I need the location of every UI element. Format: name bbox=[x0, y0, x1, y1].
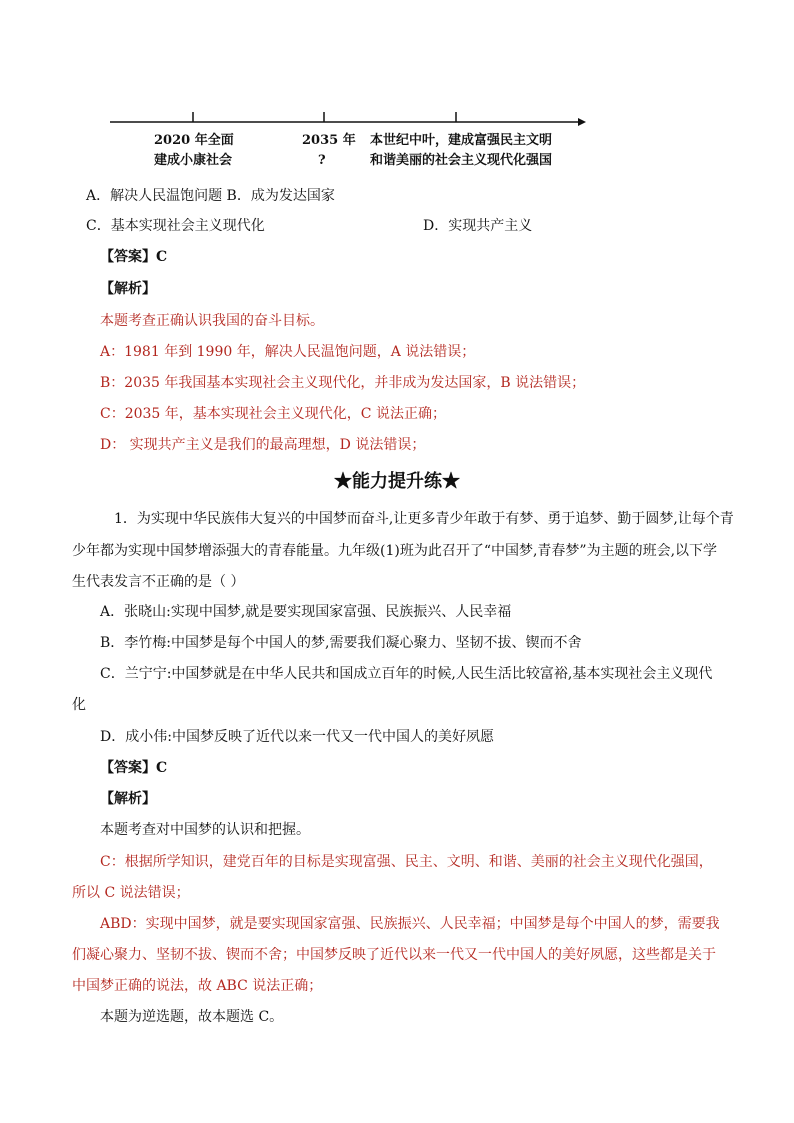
timeline-label-mid-line2: 和谐美丽的社会主义现代化强国 bbox=[370, 153, 553, 168]
q1-analysis-line: 们凝心聚力、坚韧不拔、锲而不舍；中国梦反映了近代以来一代又一代中国人的美好夙愿，这些都是关于 bbox=[72, 947, 716, 963]
q1-option-c-cont: 化 bbox=[72, 697, 86, 713]
q1-analysis-conclusion: 本题为逆选题，故本题选 C。 bbox=[100, 1009, 284, 1025]
q0-analysis-line: A：1981 年到 1990 年，解决人民温饱问题，A 说法错误； bbox=[100, 344, 476, 360]
q1-stem-line: 少年都为实现中国梦增添强大的青春能量。九年级(1)班为此召开了“中国梦,青春梦”为主题的班会,以下学 bbox=[72, 543, 718, 559]
q1-answer: 【答案】C bbox=[100, 760, 168, 776]
q1-analysis-line: 所以 C 说法错误； bbox=[72, 885, 190, 901]
q0-analysis-line: 本题考查正确认识我国的奋斗目标。 bbox=[100, 313, 324, 329]
q0-answer: 【答案】C bbox=[100, 249, 168, 265]
q1-analysis-line: 中国梦正确的说法，故 ABC 说法正确； bbox=[72, 978, 323, 994]
q1-analysis-line: C：根据所学知识，建党百年的目标是实现富强、民主、文明、和谐、美丽的社会主义现代化强国， bbox=[100, 854, 713, 870]
q1-option-d: D．成小伟:中国梦反映了近代以来一代又一代中国人的美好夙愿 bbox=[100, 729, 494, 745]
q1-option-b: B．李竹梅:中国梦是每个中国人的梦,需要我们凝心聚力、坚韧不拔、锲而不舍 bbox=[100, 635, 582, 651]
q0-option-d: D．实现共产主义 bbox=[423, 218, 533, 234]
q1-analysis-intro: 本题考查对中国梦的认识和把握。 bbox=[100, 822, 310, 838]
q1-analysis-title: 【解析】 bbox=[100, 791, 156, 807]
section-heading: ★能力提升练★ bbox=[334, 471, 460, 492]
q0-analysis-line: B：2035 年我国基本实现社会主义现代化，并非成为发达国家，B 说法错误； bbox=[100, 375, 586, 391]
timeline-figure bbox=[108, 102, 588, 172]
q1-option-c: C．兰宁宁:中国梦就是在中华人民共和国成立百年的时候,人民生活比较富裕,基本实现社会主义现代 bbox=[100, 666, 713, 682]
q0-option-c: C．基本实现社会主义现代化 bbox=[86, 218, 265, 234]
q1-stem-line: 生代表发言不正确的是（ ） bbox=[72, 574, 245, 590]
timeline-label-2020-line2: 建成小康社会 bbox=[154, 153, 233, 168]
q1-option-a: A．张晓山:实现中国梦,就是要实现国家富强、民族振兴、人民幸福 bbox=[100, 604, 512, 620]
timeline-label-2020-line1: 2020 年全面 bbox=[154, 133, 234, 148]
timeline-label-2035-line2: ? bbox=[318, 153, 326, 168]
q1-analysis-line: ABD：实现中国梦，就是要实现国家富强、民族振兴、人民幸福；中国梦是每个中国人的梦，需要我 bbox=[100, 916, 720, 932]
timeline-label-2035-line1: 2035 年 bbox=[302, 133, 356, 148]
q0-analysis-line: D： 实现共产主义是我们的最高理想，D 说法错误； bbox=[100, 437, 426, 453]
q1-stem-line: 1．为实现中华民族伟大复兴的中国梦而奋斗,让更多青少年敢于有梦、勇于追梦、勤于圆梦,让每个青 bbox=[114, 511, 734, 527]
q0-analysis-title: 【解析】 bbox=[100, 281, 156, 297]
q0-analysis-line: C：2035 年，基本实现社会主义现代化，C 说法正确； bbox=[100, 406, 446, 422]
timeline-axis bbox=[108, 102, 588, 132]
q0-options-ab: A．解决人民温饱问题 B．成为发达国家 bbox=[86, 188, 335, 204]
timeline-label-mid-line1: 本世纪中叶，建成富强民主文明 bbox=[370, 133, 553, 148]
